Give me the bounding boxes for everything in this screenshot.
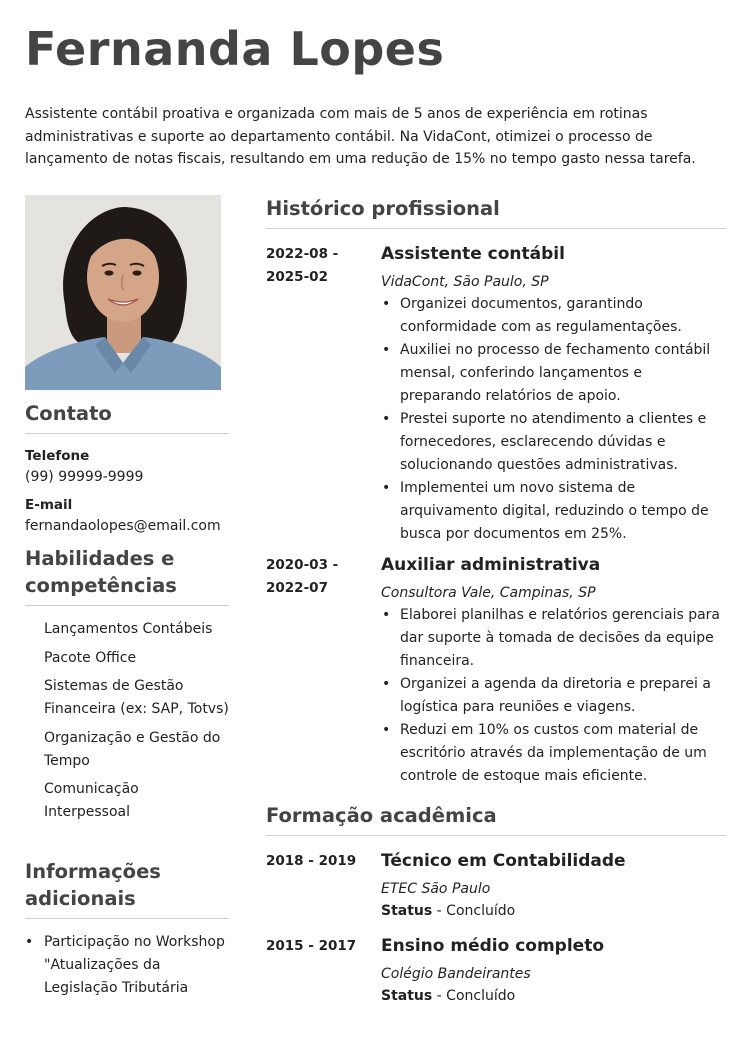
bullet-icon: • <box>382 480 391 496</box>
job-dates: 2020-03 - 2022-07 <box>266 557 339 596</box>
phone-label: Telefone <box>25 448 90 464</box>
job-title: Auxiliar administrativa <box>381 555 601 575</box>
job-bullet-text: Elaborei planilhas e relatórios gerenciais para dar suporte à tomada de decisões da equipe financeira. <box>400 607 721 669</box>
status-value: Concluído <box>446 903 516 919</box>
additional-section <box>25 858 229 1000</box>
skills-section-title: Habilidades e competências <box>25 545 229 606</box>
bullet-icon: • <box>382 676 391 692</box>
job-bullet-text: Organizei documentos, garantindo conformidade com as regulamentações. <box>400 296 682 335</box>
education-entry <box>266 935 726 1008</box>
additional-section-title: Informações adicionais <box>25 858 229 919</box>
job-bullet <box>381 719 726 788</box>
job-bullet-text: Organizei a agenda da diretoria e preparei a logística para reuniões e viagens. <box>400 676 711 715</box>
right-column <box>266 195 726 1020</box>
job-bullet <box>381 673 726 719</box>
status-label: Status <box>381 988 433 1004</box>
job-bullet <box>381 339 726 408</box>
phone-value: (99) 99999-9999 <box>25 469 144 485</box>
contact-section-title: Contato <box>25 400 229 434</box>
job-dates: 2022-08 - 2025-02 <box>266 246 339 285</box>
bullet-icon: • <box>382 296 391 312</box>
skill-item: Lançamentos Contábeis <box>44 621 213 637</box>
job-organization: VidaCont, São Paulo, SP <box>381 274 549 290</box>
education-status: Status - Concluído <box>381 903 516 919</box>
education-dates: 2015 - 2017 <box>266 938 357 954</box>
email-label: E-mail <box>25 497 73 513</box>
job-bullets <box>381 604 726 788</box>
job-bullet-text: Auxiliei no processo de fechamento contábil mensal, conferindo lançamentos e preparando relatórios de apoio. <box>400 342 711 404</box>
bullet-icon: • <box>382 607 391 623</box>
education-details <box>381 850 726 923</box>
job-bullets <box>381 293 726 546</box>
job-bullet <box>381 408 726 477</box>
job-entry <box>266 554 726 788</box>
job-title: Assistente contábil <box>381 244 565 264</box>
job-bullet-text: Implementei um novo sistema de arquivamento digital, reduzindo o tempo de busca por documentos em 25%. <box>400 480 709 542</box>
skill-item: Comunicação Interpessoal <box>44 781 139 820</box>
education-dates: 2018 - 2019 <box>266 853 357 869</box>
additional-list <box>25 931 229 1000</box>
skill-item: Organização e Gestão do Tempo <box>44 729 221 769</box>
education-entry <box>266 850 726 923</box>
job-organization: Consultora Vale, Campinas, SP <box>381 585 596 601</box>
left-column <box>25 400 229 1000</box>
contact-section <box>25 400 229 537</box>
job-bullet-text: Prestei suporte no atendimento a clientes e fornecedores, esclarecendo dúvidas e solucionando questões administrativas. <box>400 411 707 473</box>
bullet-icon: • <box>25 934 34 950</box>
skill-item: Sistemas de Gestão Financeira (ex: SAP, Totvs) <box>44 678 229 717</box>
status-label: Status <box>381 903 433 919</box>
bullet-icon: • <box>382 342 391 358</box>
additional-item <box>25 931 229 1000</box>
job-bullet <box>381 477 726 546</box>
history-section-title: Histórico profissional <box>266 195 726 229</box>
additional-item-text: Participação no Workshop "Atualizações da Legislação Tributária <box>44 934 225 996</box>
bullet-icon: • <box>382 722 391 738</box>
job-bullet <box>381 604 726 673</box>
job-details <box>381 243 726 546</box>
skills-list <box>25 618 229 824</box>
education-status: Status - Concluído <box>381 988 516 1004</box>
education-school: ETEC São Paulo <box>381 881 491 897</box>
skill-item: Pacote Office <box>44 649 137 666</box>
contact-details <box>25 446 229 537</box>
education-details <box>381 935 726 1008</box>
job-bullet-text: Reduzi em 10% os custos com material de escritório através da implementação de um controle de estoque mais eficiente. <box>400 722 707 784</box>
education-title: Ensino médio completo <box>381 936 605 956</box>
education-title: Técnico em Contabilidade <box>381 851 626 871</box>
education-section-title: Formação acadêmica <box>266 802 726 836</box>
skills-section <box>25 545 229 824</box>
profile-photo-image <box>25 195 221 390</box>
status-value: Concluído <box>446 988 516 1004</box>
email-value: fernandaolopes@email.com <box>25 518 221 534</box>
job-bullet <box>381 293 726 339</box>
professional-summary: Assistente contábil proativa e organizada com mais de 5 anos de experiência em rotinas administrativas e suporte ao departamento contábil. Na VidaCont, otimizei o processo de lançamento de notas fiscais, resultando em uma redução de 15% no tempo gasto nessa tarefa. <box>25 106 696 167</box>
education-school: Colégio Bandeirantes <box>381 966 531 982</box>
candidate-name: Fernanda Lopes <box>25 22 445 76</box>
job-entry <box>266 243 726 546</box>
bullet-icon: • <box>382 411 391 427</box>
profile-photo <box>25 195 221 390</box>
job-details <box>381 554 726 788</box>
